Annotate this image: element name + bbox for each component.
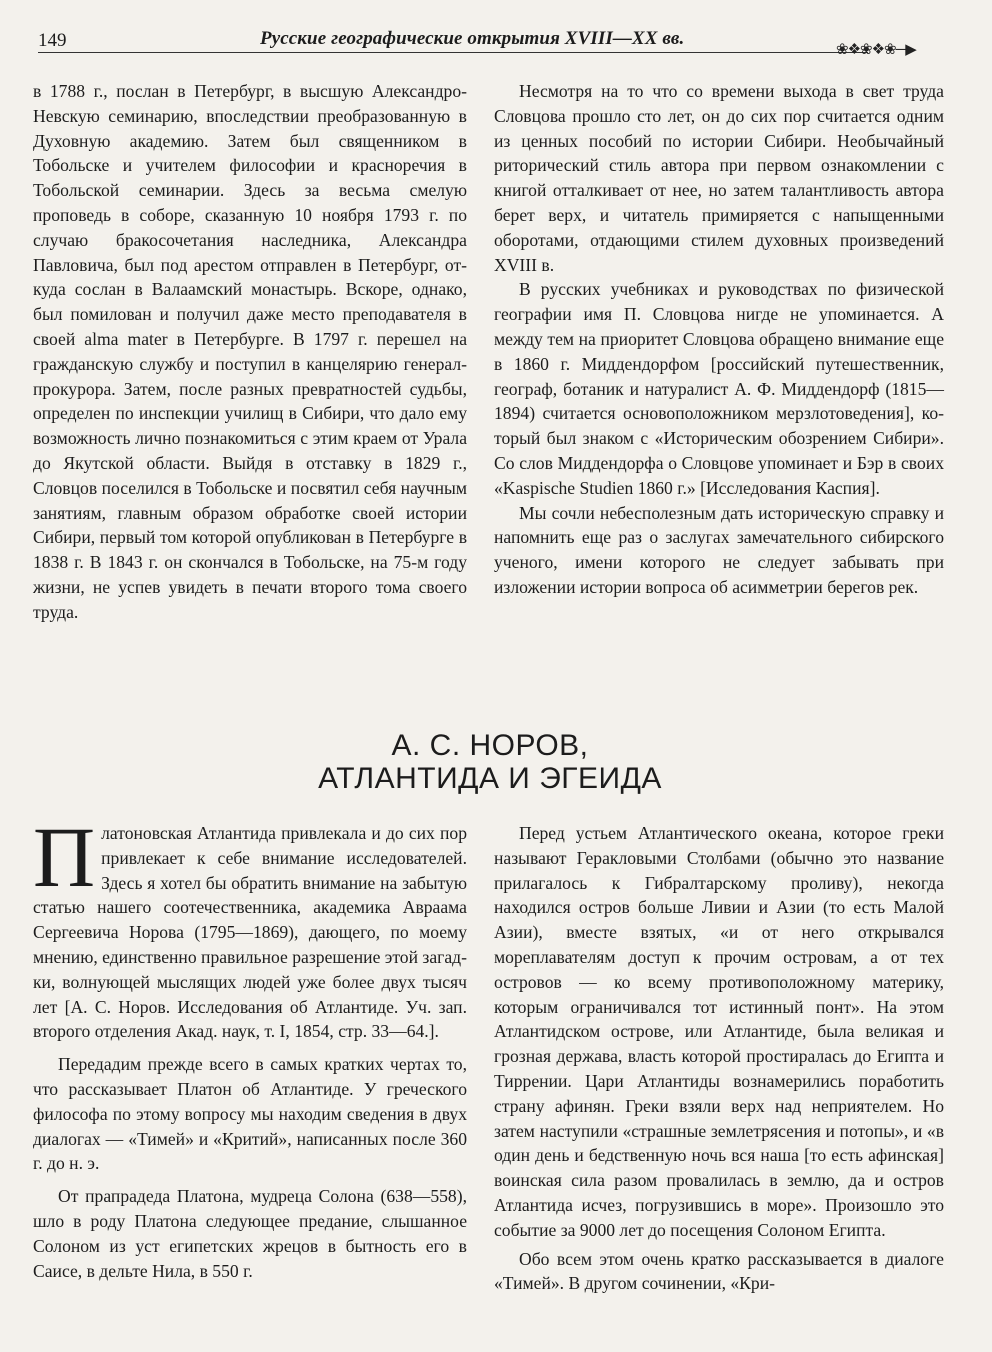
first-paragraph-text: латоновская Атлантида привлекала и до сих пор привлекает к себе внимание исследователей. Здесь я хотел бы обратить внимание на забытую статью нашего соотечественника, академика Авраама Сергеевича Норова (1795—1869), дающего, по моему мнению, единственно правильное разрешение этой загадки, волнующей мыслящих людей уже более двух тысяч лет [А. С. Норов. Исследования об Атлантиде. Уч. зап. второго отделения Акад. наук, т. I, 1854, стр. 33—64.]. [33,823,467,1042]
drop-cap: П [33,809,96,905]
bottom-right-column [494,821,944,1296]
page-header [38,26,958,56]
paragraph: От прапрадеда Платона, мудреца Солона (638—558), шло в роду Платона следующее предание, слышанное Солоном из уст египетских жрецов в бытность его в Саисе, в дельте Нила, в 550 г. [33,1186,467,1281]
top-left-column [33,79,467,625]
header-ornament-icon: ❀❖❀❖❀─▶ [836,42,916,58]
first-paragraph [33,809,467,1044]
header-rule [38,52,868,53]
bottom-left-column [33,809,467,1283]
top-right-column [494,79,944,600]
paragraph: В русских учебниках и руководствах по физической географии имя П. Словцова нигде не упоминается. А между тем на приоритет Словцова обращено внимание еще в 1860 г. Миддендорфом [российский путешественник, географ, ботаник и натуралист А. Ф. Миддендорф (1815—1894) считается основоположником мерзлотоведения], который был знаком с «Историческим обозрением Сибири». Со слов Миддендорфа о Словцове упоминает и Бэр в своих «Kaspische Studien 1860 г.» [Исследования Каспия]. [494,279,944,498]
article-title-line2: АТЛАНТИДА И ЭГЕИДА [318,762,662,795]
paragraph: Обо всем этом очень кратко рассказывается в диалоге «Тимей». В другом сочинении, «Кри- [494,1248,944,1294]
article-title [180,729,800,795]
paragraph: Передадим прежде всего в самых кратких чертах то, что рассказывает Платон об Атлантиде. У греческого философа по этому вопросу мы находим сведения в двух диалогах — «Тимей» и «Критий», написанных после 360 г. до н. э. [33,1054,467,1174]
paragraph: Несмотря на то что со времени выхода в свет труда Словцова прошло сто лет, он до сих пор считается одним из ценных пособий по истории Сибири. Необычайный риторический стиль автора при первом ознакомлении с книгой отталкивает от нее, но затем талантливость автора берет верх, и читатель примиряется с напыщенными оборотами, отдающими стилем духовных произведений XVIII в. [494,81,944,275]
article-title-line1: А. С. НОРОВ, [391,729,589,762]
page-number: 149 [38,30,67,51]
running-title: Русские географические открытия XVIII—XX вв. [260,28,685,49]
paragraph: Перед устьем Атлантического океана, которое греки называют Геракловыми Столбами (обычно это название прилагалось к Гибралтарскому проливу), некогда находился остров больше Ливии и Азии (то есть Малой Азии), вместе взятых, «и от него открывался мореплавателям доступ к прочим островам, а от тех островов — ко всему противоположному материку, которым ограничивался тот истинный понт». На этом Атлантидском острове, или Атлантиде, была великая и грозная держава, власть которой простиралась до Египта и Тиррении. Цари Атлантиды вознамерились поработить страну афинян. Греки взяли верх над неприятелем. Но затем наступили «страшные землетрясения и потопы», и «в один день и бедственную ночь вся наша [то есть афинская] воинская сила разом провалилась в землю, да и остров Атлантида исчез, погрузившись в море». Произошло это событие за 9000 лет до посещения Солоном Египта. [494,823,944,1240]
paragraph: Мы сочли небесполезным дать историческую справку и напомнить еще раз о заслугах замечательного сибирского ученого, имени которого не следует забывать при изложении истории вопроса об асимметрии берегов рек. [494,502,944,597]
continued-paragraph: в 1788 г., послан в Петербург, в высшую Александро-Невскую семинарию, впоследствии преобразованную в Духовную академию. Затем был священником в Тобольске и учителем философии и красноречия в Тобольской семинарии. Здесь за весьма смелую проповедь в соборе, сказанную 10 ноября 1793 г. по случаю бракосочетания наследника, Александра Павловича, был под арестом отправлен в Петербург, откуда сослан в Валаамский монастырь. Вскоре, однако, был помилован и получил даже место преподавателя в своей alma mater в Петербурге. В 1797 г. перешел на гражданскую службу и поступил в канцелярию генерал-прокурора. Затем, после разных превратностей судьбы, определен по инспекции училищ в Сибири, что дало ему возможность лично познакомиться с этим краем от Урала до Якутской области. Выйдя в отставку в 1829 г., Словцов поселился в Тобольске и посвятил себя научным занятиям, главным образом обработке своей истории Сибири, первый том которой опубликован в Петербурге в 1838 г. В 1843 г. он скончался в Тобольске, на 75-м году жизни, не успев увидеть в печати второго тома своего труда. [33,81,467,622]
